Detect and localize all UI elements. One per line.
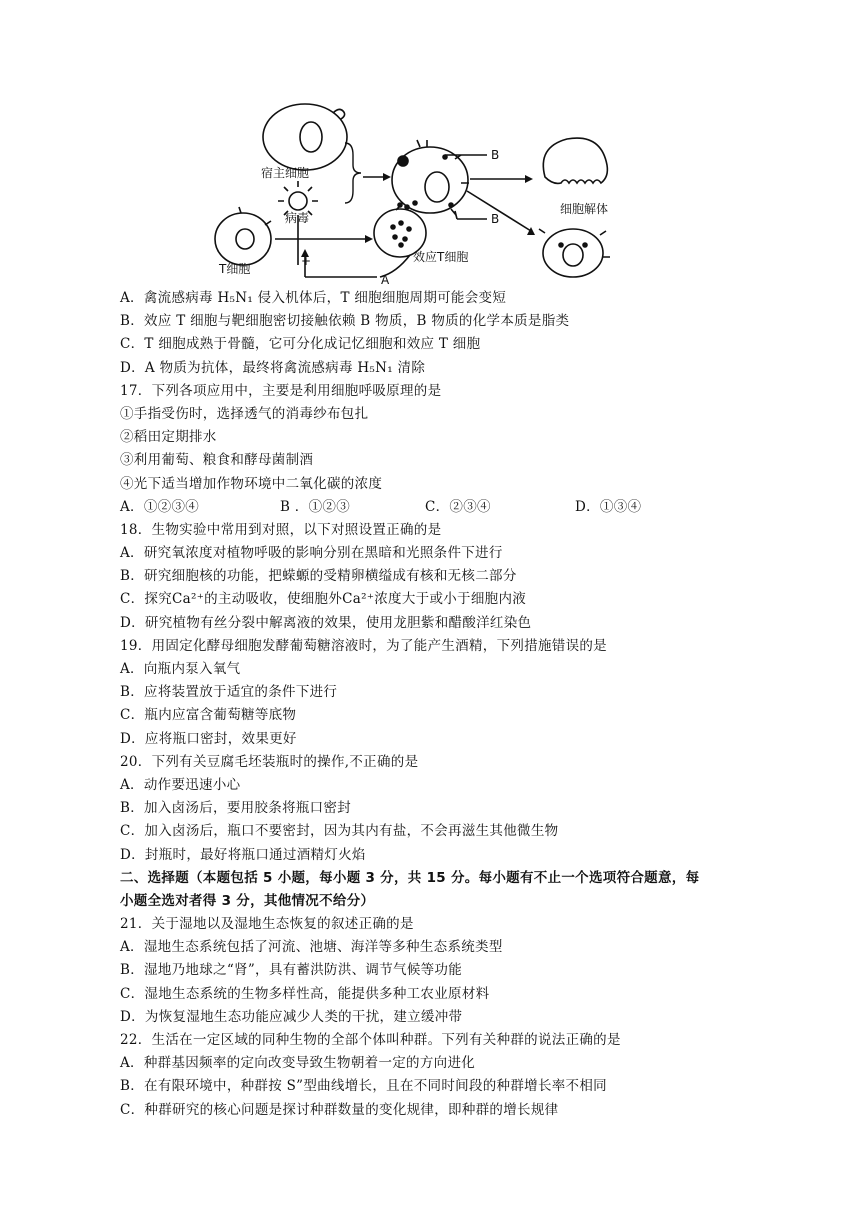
immune-diagram [205,95,625,285]
text-line: ③利用葡萄、粮食和酵母菌制酒 [120,452,314,469]
answer-option: D．①③④ [575,498,642,515]
text-line: D．应将瓶口密封，效果更好 [120,730,297,747]
text-line: 19．用固定化酵母细胞发酵葡萄糖溶液时，为了能产生酒精，下列措施错误的是 [120,637,607,654]
virus-label: 病毒 [285,211,310,225]
text-line: A．研究氧浓度对植物呼吸的影响分别在黑暗和光照条件下进行 [120,545,503,562]
lysed-cell [543,138,607,183]
text-line: 18．生物实验中常用到对照，以下对照设置正确的是 [120,521,442,538]
host-cell-label: 宿主细胞 [261,166,310,180]
host-cell [263,104,347,170]
answer-option: A．①②③④ [120,498,200,515]
text-line: B．应将装置放于适宜的条件下进行 [120,684,338,701]
text-line: C．瓶内应富含葡萄糖等底物 [120,707,297,724]
answer-option: C．②③④ [425,498,491,515]
a-label: A [381,273,390,285]
effector-t-label: 效应T细胞 [413,250,469,264]
virus-shape [289,192,307,210]
text-line: C．T 细胞成熟于骨髓，它可分化成记忆细胞和效应 T 细胞 [120,336,481,353]
text-line: A．禽流感病毒 H₅N₁ 侵入机体后，T 细胞细胞周期可能会变短 [120,290,507,306]
text-line: A．种群基因频率的定向改变导致生物朝着一定的方向进化 [120,1055,476,1072]
text-line: ②稻田定期排水 [120,429,217,446]
text-line: B．湿地乃地球之“肾”，具有蓄洪防洪、调节气候等功能 [120,962,463,979]
t-cell-label: T细胞 [219,262,251,276]
plus-label: + [301,254,312,268]
text-line: A．湿地生态系统包括了河流、池塘、海洋等多种生态系统类型 [120,939,503,956]
t-cell [215,213,271,265]
text-line: 22．生活在一定区域的同种生物的全部个体叫种群。下列有关种群的说法正确的是 [120,1032,621,1048]
b-label-top: B [491,148,500,162]
text-line: D．研究植物有丝分裂中解离液的效果，使用龙胆紫和醋酸洋红染色 [120,614,532,631]
text-line: C．探究Ca²⁺的主动吸收，使细胞外Ca²⁺浓度大于或小于细胞内液 [120,591,527,608]
text-line: A．向瓶内泵入氧气 [120,661,241,677]
text-line: 17．下列各项应用中，主要是利用细胞呼吸原理的是 [120,382,442,399]
text-line: D．A 物质为抗体，最终将禽流感病毒 H₅N₁ 清除 [120,359,426,376]
text-line: C．种群研究的核心问题是探讨种群数量的变化规律，即种群的增长规律 [120,1101,559,1118]
text-line: B．在有限环境中，种群按 S”型曲线增长，且在不同时间段的种群增长率不相同 [120,1078,607,1095]
text-line: C．湿地生态系统的生物多样性高，能提供多种工农业原材料 [120,985,490,1002]
text-line: A．动作要迅速小心 [120,776,241,793]
answer-options-row [120,496,820,519]
answer-option: B ．①②③ [280,498,351,515]
text-line: ④光下适当增加作物环境中二氧化碳的浓度 [120,475,383,492]
text-line: D．封瓶时，最好将瓶口通过酒精灯火焰 [120,846,366,863]
text-line: B．效应 T 细胞与靶细胞密切接触依赖 B 物质，B 物质的化学本质是脂类 [120,313,570,330]
text-line: B．加入卤汤后，要用胶条将瓶口密封 [120,800,352,817]
immune-diagram-svg [205,95,625,285]
question-text [120,287,820,1122]
lysis-label: 细胞解体 [560,202,609,216]
b-label-mid: B [491,212,500,226]
text-line: 20．下列有关豆腐毛坯装瓶时的操作,不正确的是 [120,753,419,770]
text-line: D．为恢复湿地生态功能应减少人类的干扰，建立缓冲带 [120,1008,463,1025]
text-line: ①手指受伤时，选择透气的消毒纱布包扎 [120,405,369,422]
section-heading-line: 二、选择题（本题包括 5 小题，每小题 3 分，共 15 分。每小题有不止一个选项符合题意，每 [120,869,700,886]
section-heading-line: 小题全选对者得 3 分，其他情况不给分） [120,892,375,909]
text-line: 21．关于湿地以及湿地生态恢复的叙述正确的是 [120,916,414,933]
text-line: C．加入卤汤后，瓶口不要密封，因为其内有盐，不会再滋生其他微生物 [120,823,559,840]
text-line: B．研究细胞核的功能，把蝾螈的受精卵横缢成有核和无核二部分 [120,568,517,585]
